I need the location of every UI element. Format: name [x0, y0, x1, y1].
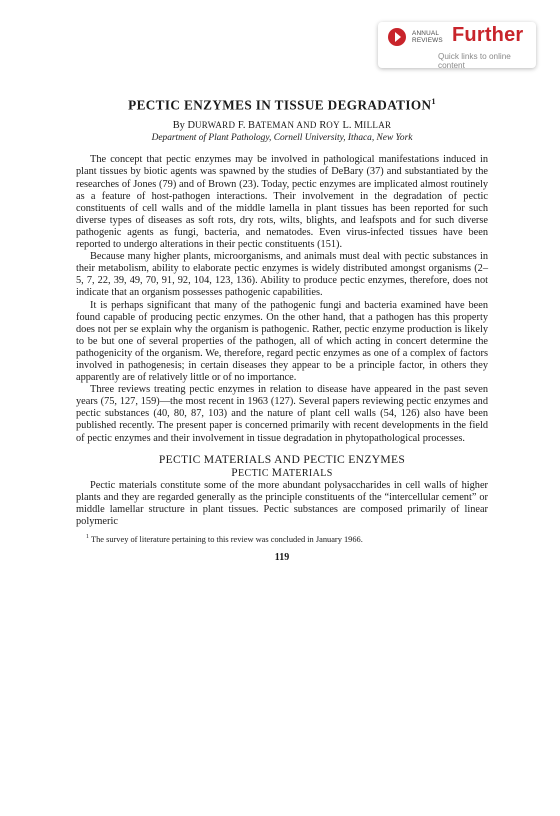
subsection-p: P	[231, 466, 238, 479]
author-1-initial: D	[187, 120, 195, 132]
paragraph-5: Pectic materials constitute some of the more abundant polysaccharides in cell walls of higher plants and they are regarded generally as the principle constituents of the “intercellular cement” or middle lamellar structure in plant tissues. Pectic substances are composed primarily of linear polymeric	[76, 479, 488, 527]
footnote-mark: 1	[86, 534, 89, 541]
author-2-initial: R	[319, 120, 327, 132]
badge-brand: Further	[452, 24, 524, 46]
paragraph-2: Because many higher plants, microorganisms, and animals must deal with pectic substances in their metabolism, ability to elaborate pectic enzymes is widely distributed amongst organisms (2–5, 7, 22, 39, 49, 70, 91, 92, 104, 123, 136). Ability to produce pectic enzymes, therefore, does not indicate that an organism possesses pathogenic capabilities.	[76, 251, 488, 299]
footnote-text: The survey of literature pertaining to this review was concluded in January 1966.	[90, 534, 363, 544]
section-heading: PECTIC MATERIALS AND PECTIC ENZYMES	[158, 452, 406, 466]
article-page	[76, 94, 488, 563]
badge-line2: REVIEWS	[412, 37, 443, 44]
author-2	[319, 120, 391, 131]
paragraph-3: It is perhaps significant that many of the pathogenic fungi and bacteria examined have been found capable of producing pectic enzymes. On the other hand, that a pathogen has this property does not per se explain why the organism is pathogenic. Rather, pectic enzyme production is likely to be but one of several properties of the pathogen, all of which acting in concert determine the pathogenicity of the organism. We, therefore, regard pectic enzymes as one of a complex of factors involved in pathogenesis; in certain diseases they appear to be a principle factor, in others they apparently are of relatively little or of no importance.	[76, 299, 488, 384]
subsection-aterials: ATERIALS	[282, 467, 333, 479]
author-1-middle: F. B	[237, 120, 255, 132]
badge-subtitle: Quick links to online content	[438, 52, 511, 70]
subsection-ectic: ECTIC	[238, 467, 269, 479]
subsection-m: M	[271, 466, 283, 479]
author-affiliation: Department of Plant Pathology, Cornell University, Ithaca, New York	[151, 133, 413, 144]
footnote	[76, 532, 488, 545]
article-title	[76, 94, 488, 113]
author-2-rest: OY	[326, 120, 340, 131]
author-2-middle: L. M	[342, 120, 364, 132]
author-1	[187, 120, 316, 131]
title-footnote-mark: 1	[431, 97, 436, 106]
article-title-text: PECTIC ENZYMES IN TISSUE DEGRADATION	[128, 97, 432, 113]
badge-publisher	[412, 30, 443, 44]
article-body	[76, 154, 488, 528]
badge-line1: ANNUAL	[412, 30, 440, 37]
author-line	[76, 119, 488, 132]
author-1-rest: URWARD	[194, 120, 236, 131]
further-badge[interactable]	[378, 22, 536, 68]
paragraph-1: The concept that pectic enzymes may be involved in pathological manifestations induced in plant tissues by biotic agents was spawned by the studies of DeBary (37) and substantiated by the researches of Jones (79) and of Brown (23). Today, pectic enzymes are implicated almost routinely as a feature of host-pathogen interactions. Their involvement in the degradation of pectic constituents of cell walls and of the middle lamella in plant tissues has been reported for such diverse types of diseases as soft rots, dry rots, wilts, blights, and leafspots and for such diverse pathogenic agents as fungi, bacteria, and nematodes. Even virus-infected tissues have been reported to undergo alterations in their pectic constituents (151).	[76, 154, 488, 251]
author-1-last: ATEMAN AND	[254, 120, 317, 131]
subsection-heading	[76, 467, 488, 480]
authors-by: By	[172, 120, 185, 132]
paragraph-4: Three reviews treating pectic enzymes in relation to disease have appeared in the past seven years (75, 127, 159)—the most recent in 1963 (127). Several papers reviewing pectic enzymes and pectic substances (40, 80, 87, 103) and the nature of plant cell walls (54, 126) also have been published recently. The present paper is concerned primarily with recent developments in the field of pectic enzymes and their involvement in tissue degradation in phytopathological processes.	[76, 384, 488, 444]
page-number: 119	[274, 551, 290, 563]
author-2-last: ILLAR	[363, 120, 392, 131]
annual-reviews-logo-icon	[388, 28, 406, 46]
